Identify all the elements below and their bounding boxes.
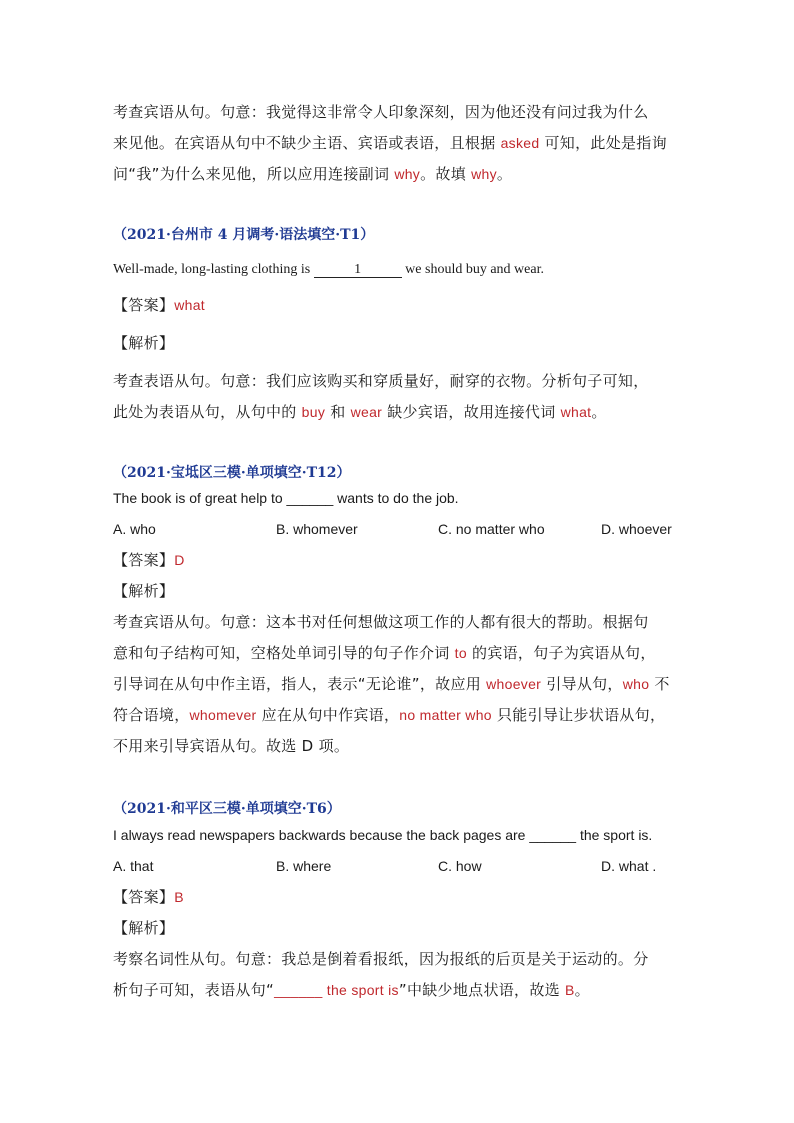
q2-analysis-line-5: 不用来引导宾语从句。故选 D 项。 — [113, 737, 350, 755]
q2-analysis-line-4: 符合语境，whomever 应在从句中作宾语，no matter who 只能引导让步状语从句， — [113, 706, 666, 724]
q3-option-a: A. that — [113, 858, 154, 874]
q1-analysis-label: 【解析】 — [113, 334, 175, 352]
q3-option-b: B. where — [276, 858, 332, 874]
q1-analysis — [113, 366, 683, 428]
q1-blank: 1 — [314, 262, 402, 278]
q3-heading: （2021·和平区三模·单项填空·T6） — [113, 801, 341, 817]
q2-answer: 【答案】D — [113, 551, 185, 569]
q2-analysis — [113, 607, 683, 762]
q2-analysis-label: 【解析】 — [113, 582, 175, 600]
keyword-why: why — [394, 166, 421, 182]
q3-option-d: D. what . — [601, 858, 657, 874]
q2-option-c: C. no matter who — [438, 521, 545, 537]
q3-analysis-line-2: 析句子可知，表语从句“______ the sport is”中缺少地点状语，故选 B。 — [113, 981, 590, 999]
q2-option-a: A. who — [113, 521, 156, 537]
q3-analysis-line-1: 考察名词性从句。句意：我总是倒着看报纸，因为报纸的后页是关于运动的。分 — [113, 950, 649, 968]
intro-analysis — [113, 97, 683, 190]
keyword-asked: asked — [500, 135, 540, 151]
q3-analysis — [113, 944, 683, 1006]
q1-answer-value: what — [174, 297, 205, 313]
intro-line-2: 来见他。在宾语从句中不缺少主语、宾语或表语，且根据 asked 可知，此处是指询 — [113, 134, 667, 152]
q1-stem: Well-made, long-lasting clothing is 1 we should buy and wear. — [113, 262, 544, 277]
q2-options — [113, 521, 683, 541]
keyword-why-answer: why — [471, 166, 497, 182]
q1-analysis-line-1: 考查表语从句。句意：我们应该购买和穿质量好，耐穿的衣物。分析句子可知， — [113, 372, 649, 390]
q2-heading: （2021·宝坻区三模·单项填空·T12） — [113, 465, 351, 481]
q2-analysis-line-1: 考查宾语从句。句意：这本书对任何想做这项工作的人都有很大的帮助。根据句 — [113, 613, 649, 631]
q2-analysis-line-2: 意和句子结构可知，空格处单词引导的句子作介词 to 的宾语，句子为宾语从句， — [113, 644, 656, 662]
q1-answer: 【答案】what — [113, 296, 205, 314]
q3-option-c: C. how — [438, 858, 482, 874]
q1-analysis-line-2: 此处为表语从句，从句中的 buy 和 wear 缺少宾语，故用连接代词 what。 — [113, 403, 607, 421]
q3-options — [113, 858, 683, 878]
intro-line-1: 考查宾语从句。句意：我觉得这非常令人印象深刻，因为他还没有问过我为什么 — [113, 103, 649, 121]
q3-answer: 【答案】B — [113, 888, 184, 906]
q2-stem: The book is of great help to ______ wants to do the job. — [113, 490, 459, 506]
q3-stem: I always read newspapers backwards because the back pages are ______ the sport is. — [113, 827, 653, 843]
q2-analysis-line-3: 引导词在从句中作主语，指人，表示“无论谁”，故应用 whoever 引导从句，who 不 — [113, 675, 670, 693]
q2-answer-value: D — [174, 552, 185, 568]
q2-option-b: B. whomever — [276, 521, 358, 537]
q3-analysis-label: 【解析】 — [113, 919, 175, 937]
q2-option-d: D. whoever — [601, 521, 672, 537]
q1-heading: （2021·台州市 4 月调考·语法填空·T1） — [113, 227, 375, 243]
intro-line-3: 问“我”为什么来见他，所以应用连接副词 why。故填 why。 — [113, 165, 513, 183]
q3-answer-value: B — [174, 889, 184, 905]
